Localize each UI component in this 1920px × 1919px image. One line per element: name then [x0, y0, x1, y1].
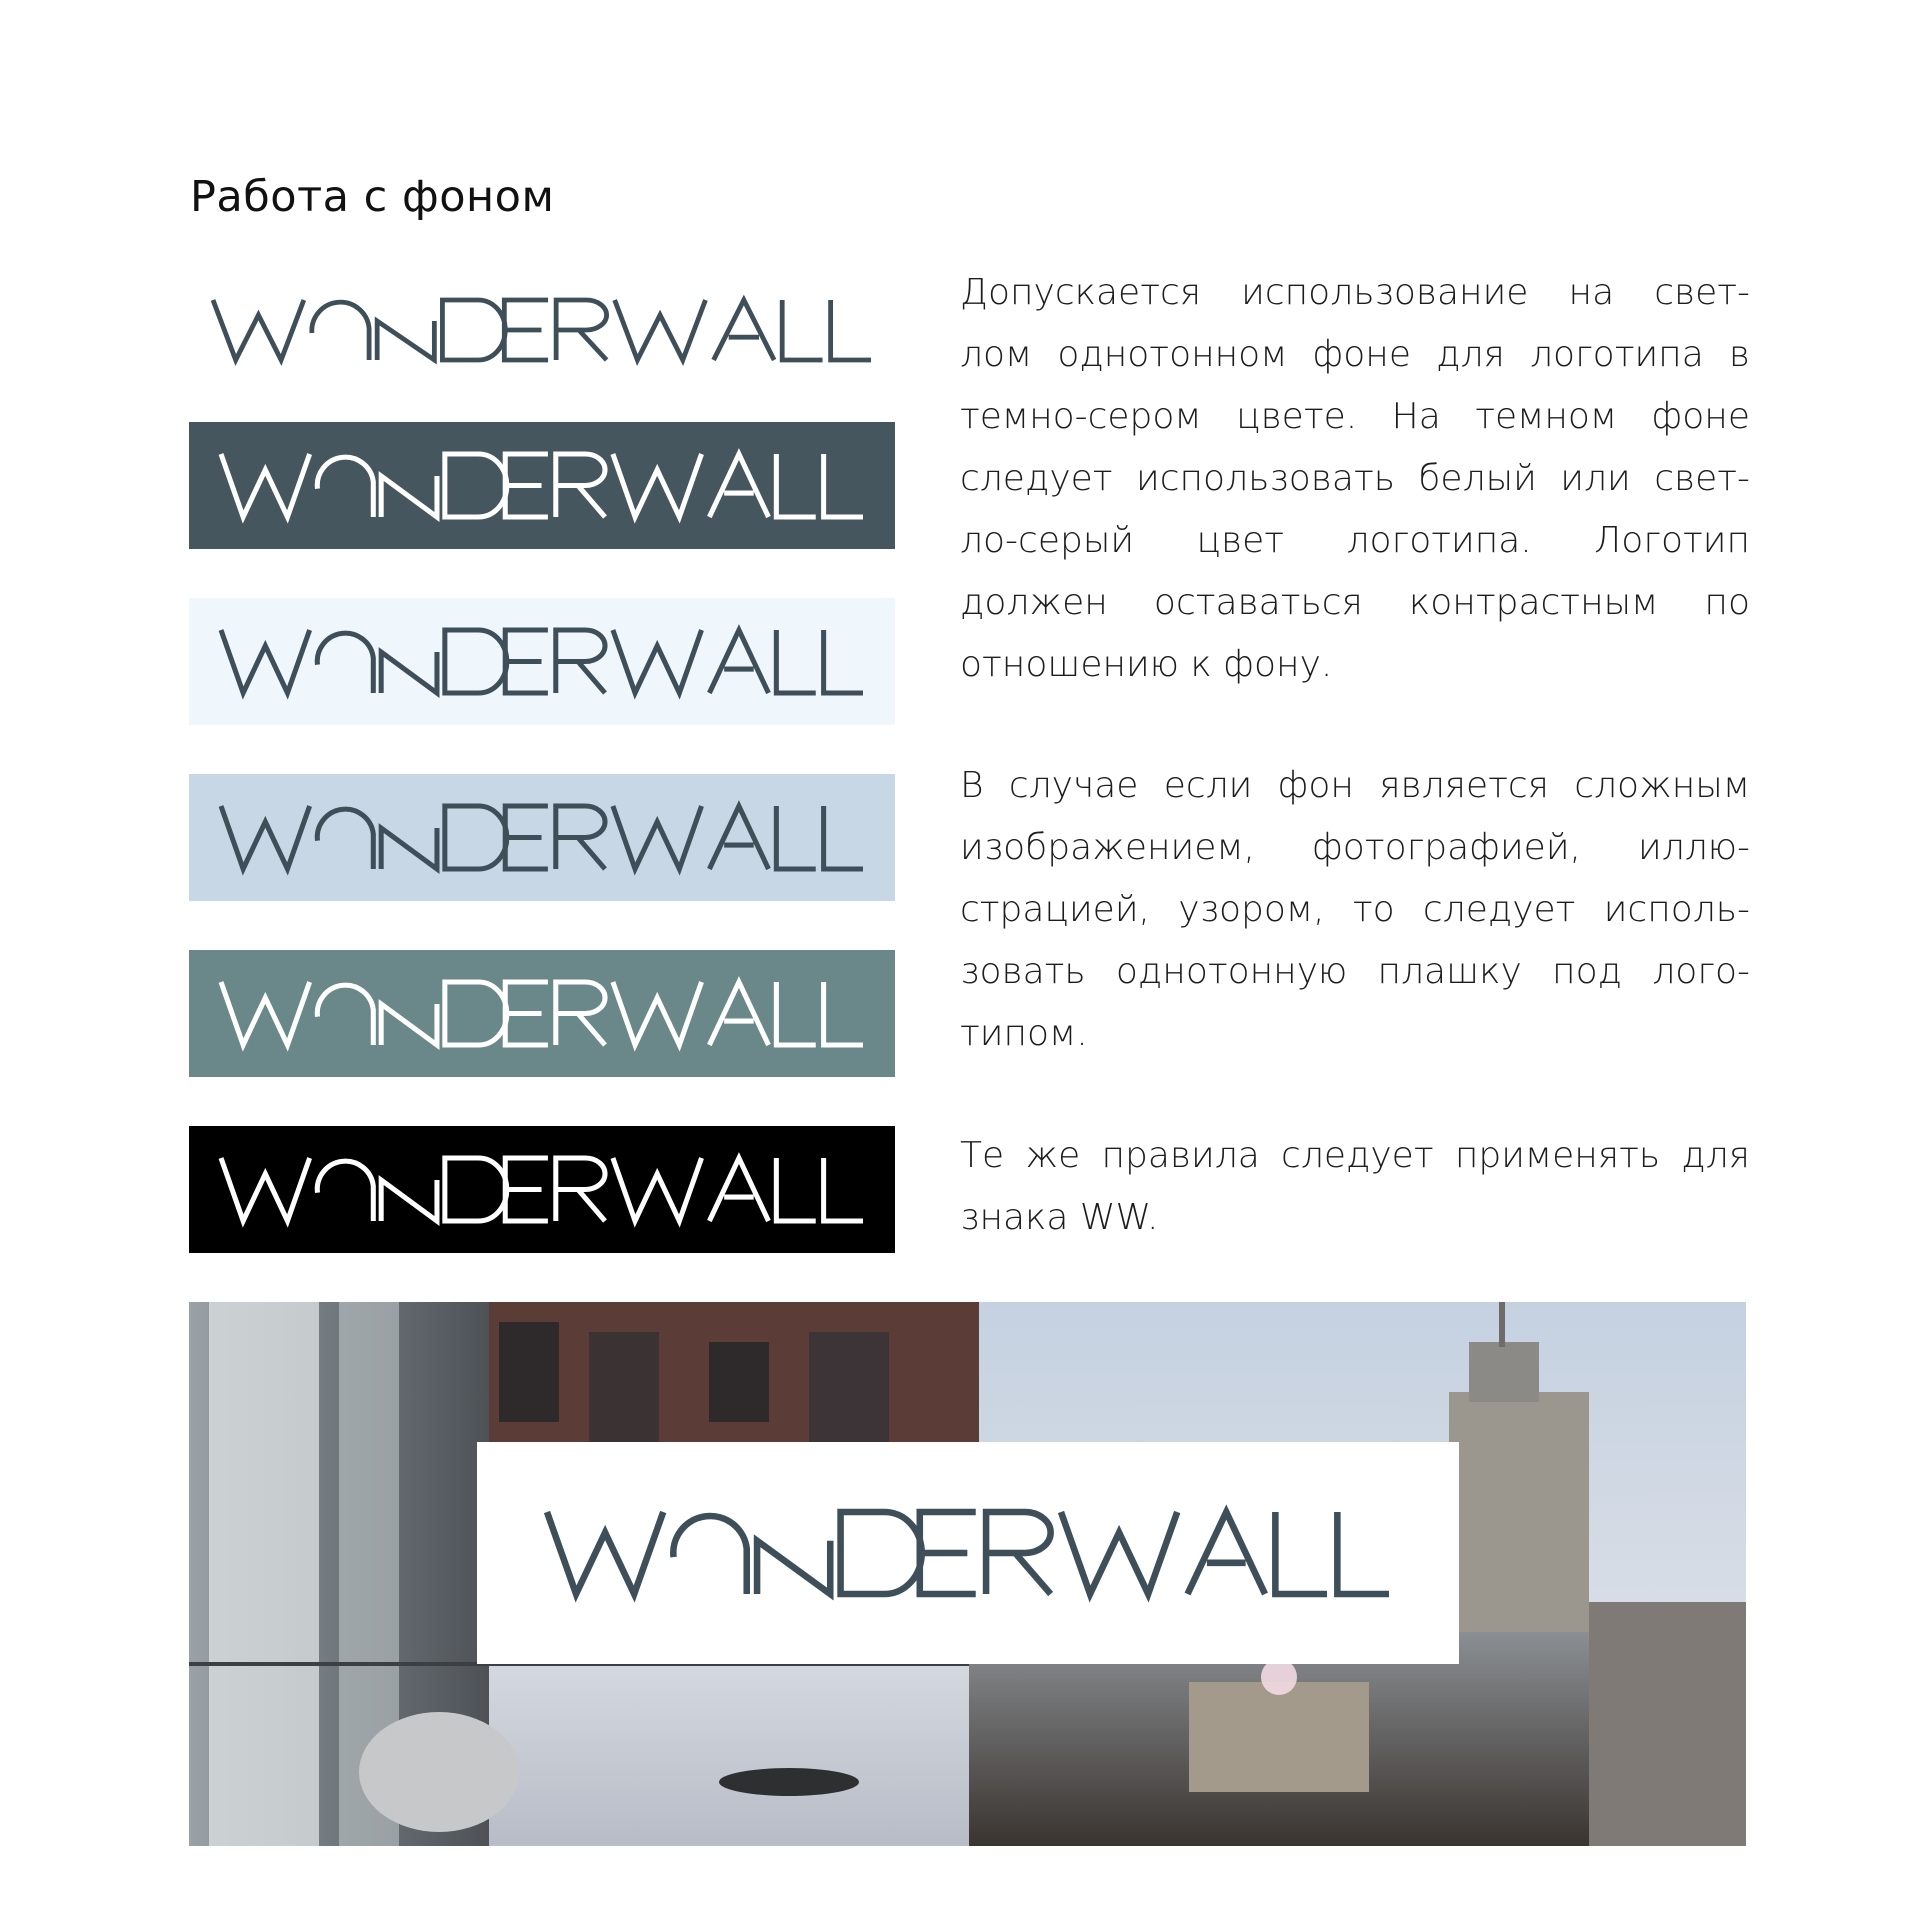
text-line: темно-сером цвете. На темном фоне [960, 396, 1750, 437]
text-line: знака WW. [960, 1197, 1159, 1238]
logo-on-dark-slate [189, 422, 895, 549]
logo-on-teal-grey [189, 950, 895, 1077]
text-line: В случае если фон является сложным [960, 765, 1750, 806]
swatch-background [189, 1126, 895, 1253]
text-line: страцией, узором, то следует исполь- [960, 889, 1750, 930]
text-line: следует использовать белый или свет- [960, 458, 1750, 499]
text-line: изображением, фотографией, иллю- [960, 827, 1750, 868]
logo-plate-on-photo [477, 1442, 1459, 1664]
logo-svg [189, 422, 895, 549]
text-line: ло-серый цвет логотипа. Логотип [960, 520, 1750, 561]
paragraph-complex-backgrounds [960, 755, 1750, 1065]
logo-svg [189, 774, 895, 901]
paragraph-light-dark-backgrounds [960, 262, 1750, 696]
swatch-background [189, 774, 895, 901]
photo-logo-svg [477, 1442, 1459, 1664]
page-title: Работа с фоном [190, 172, 555, 222]
wordmark-letters [547, 1512, 1389, 1594]
text-line: Те же правила следует применять для [960, 1135, 1750, 1176]
logo-svg [189, 950, 895, 1077]
text-line: типом. [960, 1013, 1088, 1054]
logo-svg [189, 1126, 895, 1253]
logo-svg [189, 598, 895, 725]
text-line: должен оставаться контрастным по [960, 582, 1750, 623]
paragraph-ww-sign [960, 1125, 1750, 1249]
text-line: зовать однотонную плашку под лого- [960, 951, 1750, 992]
swatch-background [189, 598, 895, 725]
logo-on-white [189, 280, 895, 380]
text-line: отношению к фону. [960, 644, 1333, 685]
logo-on-light-blue [189, 774, 895, 901]
logo-on-black [189, 1126, 895, 1253]
text-line: лом однотонном фоне для логотипа в [960, 334, 1750, 375]
logo-on-pale-blue [189, 598, 895, 725]
text-line: Допускается использование на свет- [960, 272, 1750, 313]
swatch-background [189, 422, 895, 549]
logo-svg [189, 280, 895, 380]
swatch-background [189, 950, 895, 1077]
